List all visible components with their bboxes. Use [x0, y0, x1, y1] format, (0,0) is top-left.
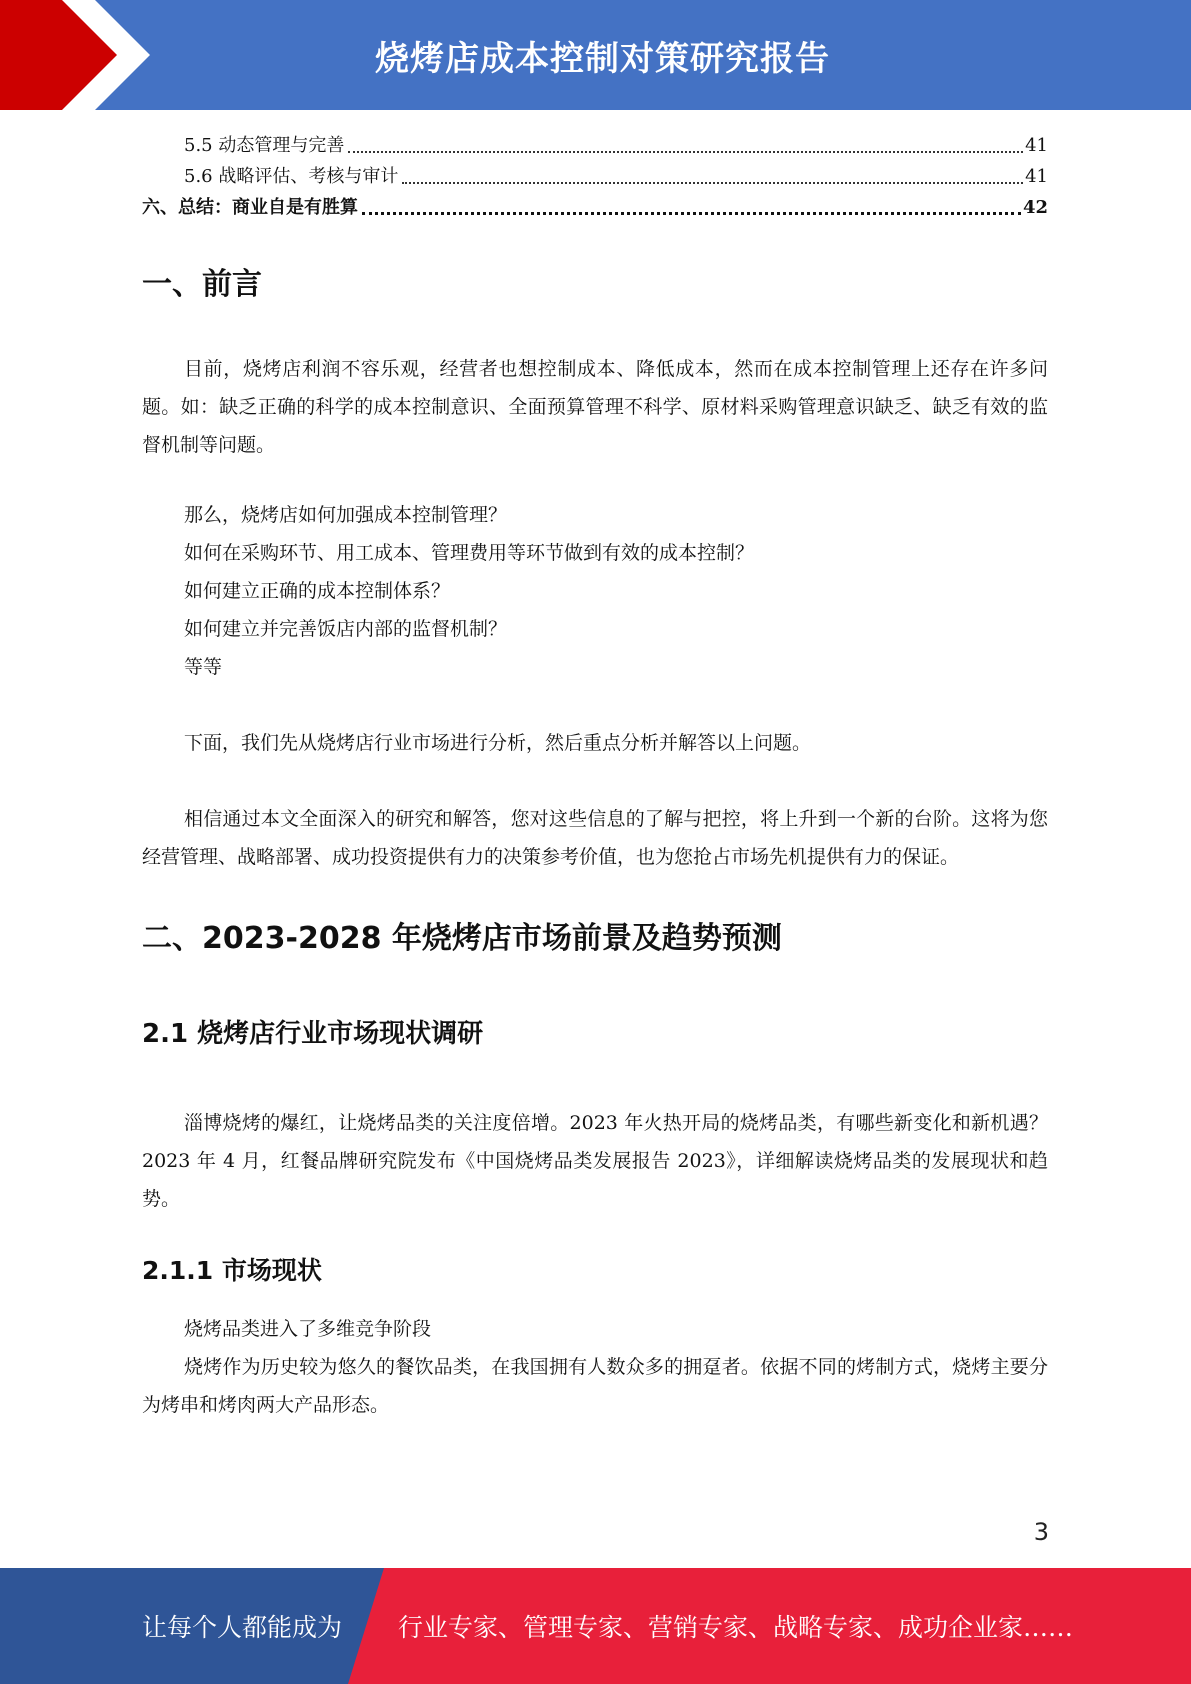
- question-line: 那么，烧烤店如何加强成本控制管理？: [184, 504, 508, 526]
- toc-entry[interactable]: [142, 130, 1048, 161]
- toc-leader-dots: [402, 182, 1023, 184]
- question-list: [142, 496, 1048, 686]
- page-footer: [0, 1568, 1191, 1684]
- table-of-contents: [142, 130, 1048, 223]
- body-paragraph: 烧烤作为历史较为悠久的餐饮品类，在我国拥有人数众多的拥趸者。依据不同的烤制方式，烧烤主要分为烤串和烤肉两大产品形态。: [142, 1356, 1048, 1416]
- toc-leader-dots: [348, 151, 1023, 153]
- body-line: 烧烤品类进入了多维竞争阶段: [184, 1318, 432, 1340]
- footer-slogan-left: 让每个人都能成为: [142, 1613, 343, 1642]
- page-header: [0, 0, 1191, 110]
- toc-leader-dots: [362, 212, 1021, 215]
- toc-entry-label: 5.5 动态管理与完善: [184, 135, 345, 156]
- toc-entry-page: 41: [1025, 166, 1048, 187]
- subsection-heading-status: 2.1.1 市场现状: [142, 1256, 322, 1285]
- toc-entry-label: 六、总结：商业自是有胜算: [142, 197, 358, 218]
- toc-entry[interactable]: [142, 192, 1048, 223]
- toc-entry-page: 42: [1022, 197, 1048, 218]
- page-number: 3: [1033, 1518, 1049, 1546]
- question-line: 如何建立并完善饭店内部的监督机制？: [184, 618, 508, 640]
- toc-entry-label: 5.6 战略评估、考核与审计: [184, 166, 399, 187]
- footer-slogan-right: 行业专家、管理专家、营销专家、战略专家、成功企业家……: [398, 1613, 1074, 1642]
- toc-entry-page: 41: [1025, 135, 1048, 156]
- question-line: 等等: [184, 656, 223, 678]
- document-body: [142, 262, 1048, 1424]
- body-paragraph: 淄博烧烤的爆红，让烧烤品类的关注度倍增。2023 年火热开局的烧烤品类，有哪些新变化和新机遇？2023 年 4 月，红餐品牌研究院发布《中国烧烤品类发展报告 2023》，详细解读烧烤品类的发展现状和趋势。: [142, 1112, 1048, 1210]
- document-title: 烧烤店成本控制对策研究报告: [375, 38, 830, 79]
- toc-entry[interactable]: [142, 161, 1048, 192]
- body-paragraph: 目前，烧烤店利润不容乐观，经营者也想控制成本、降低成本，然而在成本控制管理上还存在许多问题。如：缺乏正确的科学的成本控制意识、全面预算管理不科学、原材料采购管理意识缺乏、缺乏有效的监督机制等问题。: [142, 358, 1048, 456]
- section-heading-market: 二、2023-2028 年烧烤店市场前景及趋势预测: [142, 921, 782, 956]
- section-heading-preface: 一、前言: [142, 267, 262, 302]
- body-paragraph: 相信通过本文全面深入的研究和解答，您对这些信息的了解与把控，将上升到一个新的台阶。这将为您经营管理、战略部署、成功投资提供有力的决策参考价值，也为您抢占市场先机提供有力的保证。: [142, 808, 1048, 868]
- body-paragraph: 下面，我们先从烧烤店行业市场进行分析，然后重点分析并解答以上问题。: [184, 732, 812, 754]
- subsection-heading-research: 2.1 烧烤店行业市场现状调研: [142, 1019, 484, 1049]
- question-line: 如何建立正确的成本控制体系？: [184, 580, 451, 602]
- question-line: 如何在采购环节、用工成本、管理费用等环节做到有效的成本控制？: [184, 542, 755, 564]
